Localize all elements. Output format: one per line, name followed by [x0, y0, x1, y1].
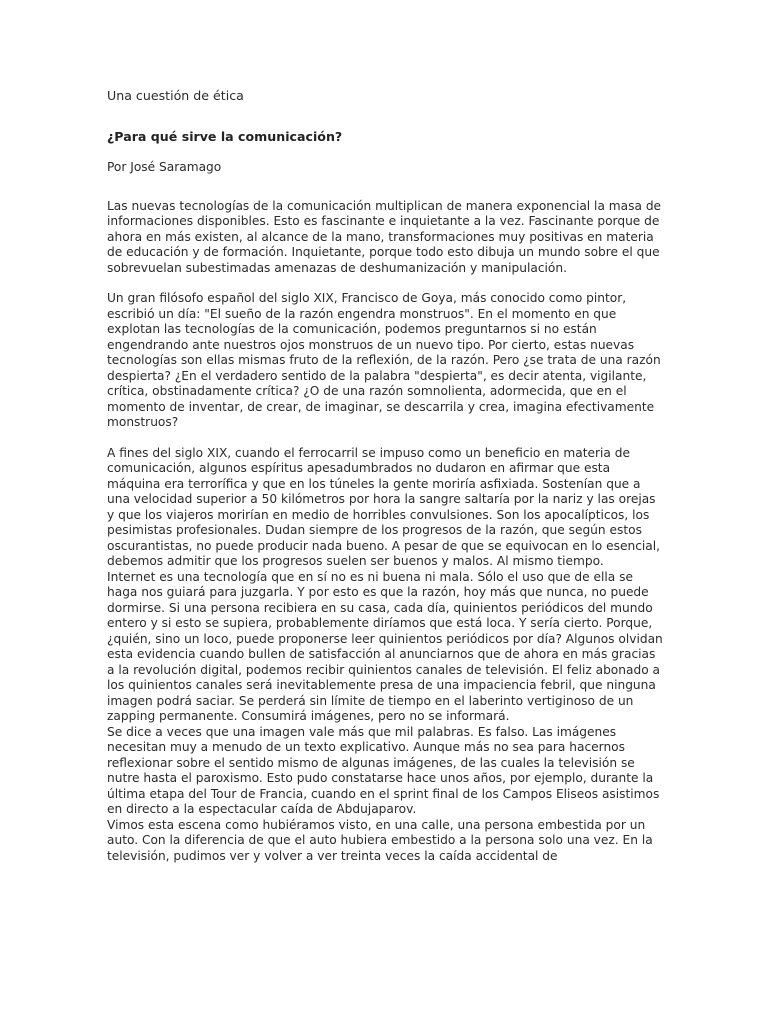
paragraph-6: Vimos esta escena como hubiéramos visto, en una calle, una persona embestida por un auto. Con la diferencia de que el auto hubiera embestido a la persona solo una vez. En la televisión, pudimos ver y volver a ver treinta veces la caída accidental de: [107, 817, 653, 863]
paragraph-5: Se dice a veces que una imagen vale más que mil palabras. Es falso. Las imágenes necesitan muy a menudo de un texto explicativo. Aunque más no sea para hacernos reflexionar sobre el sentido mismo de algunas imágenes, de las cuales la televisión se nutre hasta el paroxismo. Esto pudo constatarse hace unos años, por ejemplo, durante la última etapa del Tour de Francia, cuando en el sprint final de los Campos Eliseos asistimos en directo a la espectacular caída de Abdujaparov.: [107, 724, 660, 816]
paragraph-1: Las nuevas tecnologías de la comunicación multiplican de manera exponencial la masa de informaciones disponibles. Esto es fascinante e inquietante a la vez. Fascinante porque de ahora en más existen, al alcance de la mano, transformaciones muy positivas en materia de educación y de formación. Inquietante, porque todo esto dibuja un mundo sobre el que sobrevuelan subestimadas amenazas de deshumanización y manipulación.: [107, 198, 662, 275]
paragraph-3: A fines del siglo XIX, cuando el ferrocarril se impuso como un beneficio en materia de comunicación, algunos espíritus apesadumbrados no dudaron en afirmar que esta máquina era terrorífica y que en los túneles la gente moriría asfixiada. Sostenían que a una velocidad superior a 50 kilómetros por hora la sangre saltaría por la nariz y las orejas y que los viajeros morirían en medio de horribles convulsiones. Son los apocalípticos, los pesimistas profesionales. Dudan siempre de los progresos de la razón, que según estos oscurantistas, no puede producir nada bueno. A pesar de que se equivocan en lo esencial, debemos admitir que los progresos suelen ser buenos y malos. Al mismo tiempo.: [107, 445, 661, 568]
paragraph-spacer: [107, 276, 663, 291]
document-body: [107, 88, 663, 864]
article-heading: ¿Para qué sirve la comunicación?: [107, 128, 343, 144]
paragraph-4: Internet es una tecnología que en sí no es ni buena ni mala. Sólo el uso que de ella se haga nos guiará para juzgarla. Y por esto es que la razón, hoy más que nunca, no puede dormirse. Si una persona recibiera en su casa, cada día, quinientos periódicos del mundo entero y si esto se supiera, probablemente diríamos que está loca. Y sería cierto. Porque, ¿quién, sino un loco, puede proponerse leer quinientos periódicos por día? Algunos olvidan esta evidencia cuando bullen de satisfacción al anunciarnos que de ahora en más gracias a la revolución digital, podemos recibir quinientos canales de televisión. El feliz abonado a los quinientos canales será inevitablemente presa de una impaciencia febril, que ninguna imagen podrá saciar. Se perderá sin límite de tiempo en el laberinto vertiginoso de un zapping permanente. Consumirá imágenes, pero no se informará.: [107, 569, 663, 723]
paragraph-2: Un gran filósofo español del siglo XIX, Francisco de Goya, más conocido como pintor, escribió un día: "El sueño de la razón engendra monstruos". En el momento en que explotan las tecnologías de la comunicación, podemos preguntarnos si no están engendrando ante nuestros ojos monstruos de un nuevo tipo. Por cierto, estas nuevas tecnologías son ellas mismas fruto de la reflexión, de la razón. Pero ¿se trata de una razón despierta? ¿En el verdadero sentido de la palabra "despierta", es decir atenta, vigilante, crítica, obstinadamente crítica? ¿O de una razón somnolienta, adormecida, que en el momento de inventar, de crear, de imaginar, se descarrila y crea, imagina efectivamente monstruos?: [107, 291, 661, 429]
article-byline: Por José Saramago: [107, 160, 222, 174]
paragraph-spacer: [107, 431, 663, 446]
document-title: Una cuestión de ética: [107, 88, 244, 103]
